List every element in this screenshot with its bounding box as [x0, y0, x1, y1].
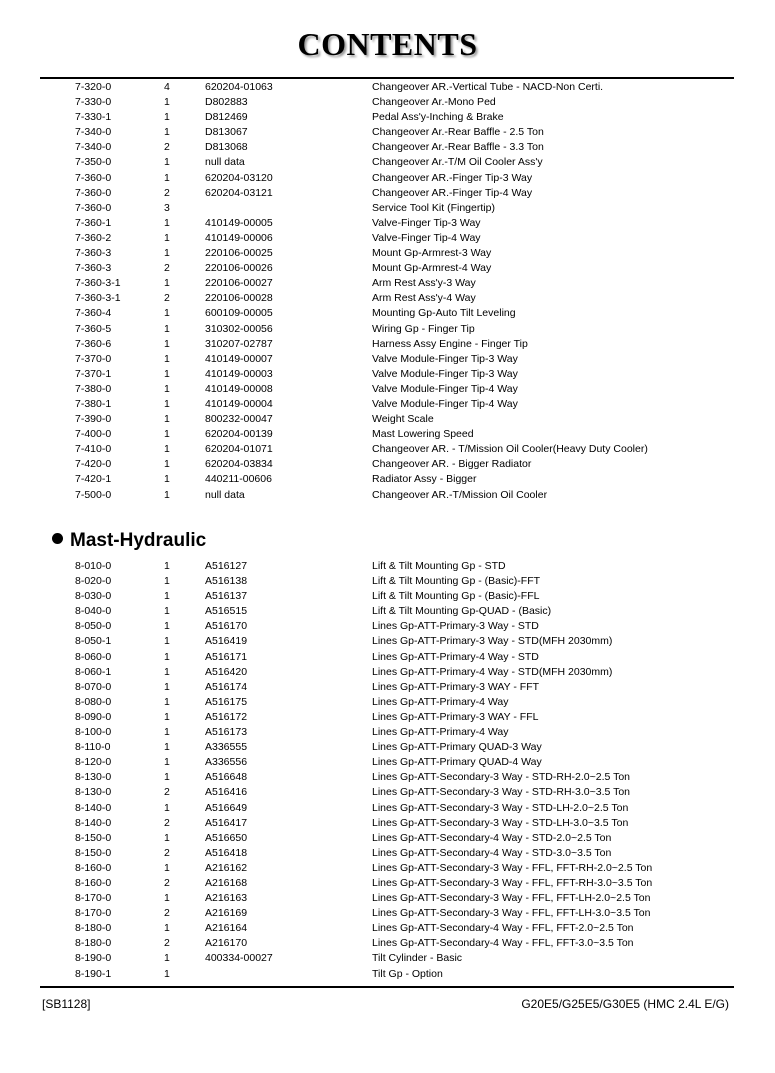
item-number: 7-400-0 — [75, 428, 112, 441]
item-description: Lines Gp-ATT-Secondary-3 Way - FFL, FFT-RH-2.0~2.5 Ton — [372, 861, 653, 874]
table-row — [0, 442, 775, 457]
item-qty: 1 — [164, 337, 170, 350]
item-qty: 1 — [164, 620, 170, 633]
item-description: Lines Gp-ATT-Primary-4 Way - STD — [372, 650, 539, 663]
part-number: 620204-01071 — [205, 443, 273, 456]
table-row — [0, 785, 775, 800]
part-number: A516648 — [205, 771, 248, 784]
item-number: 8-050-1 — [75, 635, 112, 648]
part-number: 220106-00028 — [205, 292, 273, 305]
item-number: 8-050-0 — [75, 620, 112, 633]
table-row — [0, 770, 775, 785]
item-description: Mast Lowering Speed — [372, 428, 474, 441]
part-number: A516420 — [205, 665, 248, 678]
item-number: 8-170-0 — [75, 892, 112, 905]
item-number: 8-180-0 — [75, 922, 112, 935]
item-number: 8-140-0 — [75, 801, 112, 814]
item-qty: 3 — [164, 201, 170, 214]
item-qty: 2 — [164, 907, 170, 920]
table-row — [0, 352, 775, 367]
table-row — [0, 155, 775, 170]
section-heading — [52, 529, 206, 553]
table-row — [0, 710, 775, 725]
item-number: 8-100-0 — [75, 726, 112, 739]
item-number: 8-010-0 — [75, 560, 112, 572]
item-number: 7-390-0 — [75, 413, 112, 426]
item-description: Changeover AR. - Bigger Radiator — [372, 458, 532, 471]
item-number: 7-320-0 — [75, 81, 112, 93]
item-number: 8-090-0 — [75, 710, 112, 723]
item-description: Lines Gp-ATT-Secondary-3 Way - FFL, FFT-LH-2.0~2.5 Ton — [372, 892, 651, 905]
part-number: 620204-03121 — [205, 186, 273, 199]
table-row — [0, 755, 775, 770]
part-number: A516417 — [205, 816, 248, 829]
item-number: 8-160-0 — [75, 861, 112, 874]
item-number: 8-130-0 — [75, 771, 112, 784]
item-qty: 1 — [164, 680, 170, 693]
item-description: Lines Gp-ATT-Secondary-3 Way - FFL, FFT-LH-3.0~3.5 Ton — [372, 907, 651, 920]
item-qty: 1 — [164, 922, 170, 935]
item-qty: 2 — [164, 816, 170, 829]
item-description: Mount Gp-Armrest-4 Way — [372, 262, 492, 275]
item-description: Lift & Tilt Mounting Gp-QUAD - (Basic) — [372, 605, 552, 618]
item-number: 7-370-1 — [75, 367, 112, 380]
item-description: Changeover AR.-Vertical Tube - NACD-Non Certi. — [372, 81, 604, 93]
part-number: A516137 — [205, 590, 248, 603]
item-number: 7-380-0 — [75, 382, 112, 395]
item-description: Pedal Ass'y-Inching & Brake — [372, 111, 504, 124]
item-description: Tilt Cylinder - Basic — [372, 952, 463, 965]
item-number: 7-360-3-1 — [75, 277, 121, 290]
table-row — [0, 619, 775, 634]
item-qty: 1 — [164, 741, 170, 754]
table-row — [0, 831, 775, 846]
table-row — [0, 140, 775, 155]
table-row — [0, 95, 775, 110]
item-qty: 1 — [164, 96, 170, 109]
part-number: A516170 — [205, 620, 248, 633]
table-row — [0, 412, 775, 427]
item-qty: 2 — [164, 937, 170, 950]
table-row — [0, 397, 775, 412]
table-row — [0, 80, 775, 95]
item-description: Changeover AR. - T/Mission Oil Cooler(Heavy Duty Cooler) — [372, 443, 648, 456]
item-description: Lines Gp-ATT-Secondary-3 Way - STD-LH-3.0~3.5 Ton — [372, 816, 629, 829]
table-row — [0, 261, 775, 276]
part-number: 620204-03834 — [205, 458, 273, 471]
item-description: Valve Module-Finger Tip-4 Way — [372, 397, 518, 410]
item-description: Lines Gp-ATT-Secondary-4 Way - FFL, FFT-2.0~2.5 Ton — [372, 922, 634, 935]
item-number: 8-110-0 — [75, 741, 111, 754]
part-number: 620204-00139 — [205, 428, 273, 441]
item-description: Lines Gp-ATT-Primary-3 Way - STD — [372, 620, 539, 633]
table-row — [0, 951, 775, 966]
item-qty: 1 — [164, 413, 170, 426]
item-qty: 1 — [164, 756, 170, 769]
item-description: Lines Gp-ATT-Primary QUAD-4 Way — [372, 756, 542, 769]
table-row — [0, 457, 775, 472]
item-qty: 1 — [164, 367, 170, 380]
part-number: A516172 — [205, 710, 248, 723]
part-number: A516175 — [205, 695, 248, 708]
part-number: A216169 — [205, 907, 248, 920]
item-description: Mount Gp-Armrest-3 Way — [372, 247, 492, 260]
part-number: 410149-00005 — [205, 216, 273, 229]
item-description: Lines Gp-ATT-Secondary-3 Way - STD-RH-3.0~3.5 Ton — [372, 786, 631, 799]
item-qty: 1 — [164, 397, 170, 410]
item-number: 8-150-0 — [75, 846, 112, 859]
part-number: 410149-00004 — [205, 397, 273, 410]
item-number: 7-360-3 — [75, 247, 112, 260]
parts-table-group1 — [0, 80, 775, 503]
top-rule — [40, 77, 734, 79]
table-row — [0, 472, 775, 487]
item-qty: 1 — [164, 967, 170, 980]
part-number: A516174 — [205, 680, 248, 693]
item-description: Lift & Tilt Mounting Gp - STD — [372, 560, 506, 572]
item-description: Lines Gp-ATT-Secondary-4 Way - STD-3.0~3.5 Ton — [372, 846, 612, 859]
part-number: 410149-00007 — [205, 352, 273, 365]
table-row — [0, 650, 775, 665]
part-number: A216168 — [205, 876, 248, 889]
footer-code: [SB1128] — [42, 997, 91, 1011]
table-row — [0, 110, 775, 125]
item-number: 8-020-0 — [75, 575, 112, 588]
item-description: Weight Scale — [372, 413, 434, 426]
item-description: Lines Gp-ATT-Primary-3 Way - STD(MFH 2030mm) — [372, 635, 613, 648]
table-row — [0, 680, 775, 695]
item-qty: 1 — [164, 171, 170, 184]
item-qty: 1 — [164, 382, 170, 395]
table-row — [0, 921, 775, 936]
item-description: Arm Rest Ass'y-3 Way — [372, 277, 476, 290]
item-description: Arm Rest Ass'y-4 Way — [372, 292, 476, 305]
item-qty: 1 — [164, 473, 170, 486]
part-number: 600109-00005 — [205, 307, 273, 320]
part-number: 310207-02787 — [205, 337, 273, 350]
part-number: null data — [205, 156, 245, 169]
item-qty: 4 — [164, 81, 170, 93]
item-number: 7-360-0 — [75, 201, 112, 214]
item-description: Lines Gp-ATT-Secondary-4 Way - FFL, FFT-3.0~3.5 Ton — [372, 937, 634, 950]
part-number: A336555 — [205, 741, 248, 754]
part-number: A516173 — [205, 726, 248, 739]
item-description: Lines Gp-ATT-Primary-4 Way — [372, 695, 509, 708]
item-qty: 1 — [164, 695, 170, 708]
item-qty: 2 — [164, 186, 170, 199]
item-qty: 1 — [164, 156, 170, 169]
item-description: Changeover Ar.-Rear Baffle - 3.3 Ton — [372, 141, 544, 154]
item-number: 7-370-0 — [75, 352, 112, 365]
item-qty: 2 — [164, 262, 170, 275]
part-number: 410149-00003 — [205, 367, 273, 380]
item-qty: 1 — [164, 892, 170, 905]
part-number: null data — [205, 488, 245, 501]
table-row — [0, 276, 775, 291]
item-qty: 1 — [164, 650, 170, 663]
item-description: Lines Gp-ATT-Secondary-3 Way - FFL, FFT-RH-3.0~3.5 Ton — [372, 876, 653, 889]
item-qty: 1 — [164, 428, 170, 441]
item-qty: 1 — [164, 771, 170, 784]
part-number: 800232-00047 — [205, 413, 273, 426]
item-description: Valve-Finger Tip-3 Way — [372, 216, 481, 229]
item-qty: 1 — [164, 801, 170, 814]
item-description: Lines Gp-ATT-Secondary-4 Way - STD-2.0~2.5 Ton — [372, 831, 612, 844]
item-description: Harness Assy Engine - Finger Tip — [372, 337, 528, 350]
table-row — [0, 488, 775, 503]
item-number: 8-060-0 — [75, 650, 112, 663]
footer-model: G20E5/G25E5/G30E5 (HMC 2.4L E/G) — [521, 997, 729, 1011]
part-number: A336556 — [205, 756, 248, 769]
item-number: 8-160-0 — [75, 876, 112, 889]
item-qty: 1 — [164, 247, 170, 260]
item-qty: 1 — [164, 635, 170, 648]
table-row — [0, 216, 775, 231]
item-qty: 1 — [164, 488, 170, 501]
item-number: 7-360-5 — [75, 322, 112, 335]
part-number: 310302-00056 — [205, 322, 273, 335]
table-row — [0, 382, 775, 397]
item-description: Changeover Ar.-Mono Ped — [372, 96, 496, 109]
part-number: 400334-00027 — [205, 952, 273, 965]
part-number: 220106-00027 — [205, 277, 273, 290]
page-title: CONTENTS — [297, 26, 478, 62]
part-number: A516138 — [205, 575, 248, 588]
table-row — [0, 322, 775, 337]
part-number: D813067 — [205, 126, 248, 139]
item-description: Radiator Assy - Bigger — [372, 473, 477, 486]
item-number: 8-190-0 — [75, 952, 112, 965]
item-number: 7-420-1 — [75, 473, 112, 486]
item-description: Lines Gp-ATT-Secondary-3 Way - STD-LH-2.0~2.5 Ton — [372, 801, 629, 814]
part-number: D813068 — [205, 141, 248, 154]
item-number: 8-030-0 — [75, 590, 112, 603]
item-qty: 1 — [164, 307, 170, 320]
item-number: 7-380-1 — [75, 397, 112, 410]
table-row — [0, 367, 775, 382]
item-qty: 1 — [164, 322, 170, 335]
item-description: Changeover Ar.-T/M Oil Cooler Ass'y — [372, 156, 543, 169]
table-row — [0, 936, 775, 951]
part-number: A516127 — [205, 560, 248, 572]
table-row — [0, 306, 775, 321]
item-qty: 1 — [164, 352, 170, 365]
item-qty: 1 — [164, 277, 170, 290]
item-description: Lines Gp-ATT-Primary-3 WAY - FFL — [372, 710, 539, 723]
item-description: Valve Module-Finger Tip-3 Way — [372, 367, 518, 380]
item-description: Lift & Tilt Mounting Gp - (Basic)-FFL — [372, 590, 540, 603]
part-number: D802883 — [205, 96, 248, 109]
part-number: A516418 — [205, 846, 248, 859]
part-number: 220106-00026 — [205, 262, 273, 275]
item-description: Tilt Gp - Option — [372, 967, 443, 980]
part-number: A516419 — [205, 635, 248, 648]
item-number: 7-340-0 — [75, 126, 112, 139]
table-row — [0, 246, 775, 261]
item-description: Changeover AR.-Finger Tip-3 Way — [372, 171, 533, 184]
table-row — [0, 125, 775, 140]
table-row — [0, 695, 775, 710]
table-row — [0, 967, 775, 982]
item-number: 8-140-0 — [75, 816, 112, 829]
item-number: 8-120-0 — [75, 756, 112, 769]
part-number: A516649 — [205, 801, 248, 814]
item-number: 8-060-1 — [75, 665, 112, 678]
item-number: 7-360-1 — [75, 216, 112, 229]
part-number: A216164 — [205, 922, 248, 935]
table-row — [0, 740, 775, 755]
item-number: 7-360-0 — [75, 171, 112, 184]
part-number: A516171 — [205, 650, 248, 663]
item-description: Lines Gp-ATT-Primary-4 Way - STD(MFH 2030mm) — [372, 665, 613, 678]
table-row — [0, 291, 775, 306]
section-title: Mast-Hydraulic — [70, 530, 207, 551]
part-number: 410149-00006 — [205, 231, 273, 244]
table-row — [0, 427, 775, 442]
item-number: 8-190-1 — [75, 967, 112, 980]
part-number: A516650 — [205, 831, 248, 844]
item-number: 8-180-0 — [75, 937, 112, 950]
table-row — [0, 861, 775, 876]
item-description: Lines Gp-ATT-Secondary-3 Way - STD-RH-2.0~2.5 Ton — [372, 771, 631, 784]
item-number: 7-360-0 — [75, 186, 112, 199]
item-description: Changeover Ar.-Rear Baffle - 2.5 Ton — [372, 126, 544, 139]
item-description: Valve Module-Finger Tip-3 Way — [372, 352, 518, 365]
part-number: 620204-03120 — [205, 171, 273, 184]
table-row — [0, 201, 775, 216]
item-qty: 1 — [164, 590, 170, 603]
table-row — [0, 876, 775, 891]
table-row — [0, 186, 775, 201]
item-number: 7-330-0 — [75, 96, 112, 109]
part-number: D812469 — [205, 111, 248, 124]
part-number: 620204-01063 — [205, 81, 273, 93]
item-qty: 1 — [164, 216, 170, 229]
item-number: 8-070-0 — [75, 680, 112, 693]
item-qty: 2 — [164, 846, 170, 859]
item-description: Wiring Gp - Finger Tip — [372, 322, 475, 335]
item-number: 7-340-0 — [75, 141, 112, 154]
item-description: Lift & Tilt Mounting Gp - (Basic)-FFT — [372, 575, 541, 588]
table-row — [0, 574, 775, 589]
part-number: A216163 — [205, 892, 248, 905]
item-qty: 1 — [164, 605, 170, 618]
part-number: A516515 — [205, 605, 248, 618]
item-description: Service Tool Kit (Fingertip) — [372, 201, 495, 214]
item-qty: 1 — [164, 831, 170, 844]
item-qty: 1 — [164, 710, 170, 723]
table-row — [0, 891, 775, 906]
item-qty: 2 — [164, 141, 170, 154]
item-number: 8-080-0 — [75, 695, 112, 708]
item-number: 7-360-4 — [75, 307, 112, 320]
part-number: 220106-00025 — [205, 247, 273, 260]
table-row — [0, 337, 775, 352]
parts-table-group2 — [0, 559, 775, 982]
item-description: Lines Gp-ATT-Primary-4 Way — [372, 726, 509, 739]
item-number: 7-360-2 — [75, 231, 112, 244]
table-row — [0, 816, 775, 831]
table-row — [0, 801, 775, 816]
item-qty: 1 — [164, 443, 170, 456]
item-qty: 1 — [164, 575, 170, 588]
part-number: 440211-00606 — [205, 473, 272, 486]
item-number: 7-330-1 — [75, 111, 112, 124]
item-number: 8-130-0 — [75, 786, 112, 799]
item-description: Lines Gp-ATT-Primary-3 WAY - FFT — [372, 680, 540, 693]
item-qty: 1 — [164, 560, 170, 572]
item-number: 7-360-3-1 — [75, 292, 121, 305]
table-row — [0, 231, 775, 246]
item-number: 7-350-0 — [75, 156, 112, 169]
item-qty: 1 — [164, 726, 170, 739]
table-row — [0, 725, 775, 740]
part-number: 410149-00008 — [205, 382, 273, 395]
item-description: Changeover AR.-T/Mission Oil Cooler — [372, 488, 548, 501]
table-row — [0, 665, 775, 680]
item-number: 7-360-6 — [75, 337, 112, 350]
item-qty: 1 — [164, 952, 170, 965]
item-qty: 1 — [164, 665, 170, 678]
item-description: Lines Gp-ATT-Primary QUAD-3 Way — [372, 741, 542, 754]
item-number: 7-500-0 — [75, 488, 112, 501]
bullet-icon — [52, 533, 63, 544]
part-number: A216162 — [205, 861, 248, 874]
item-qty: 1 — [164, 458, 170, 471]
item-description: Mounting Gp-Auto Tilt Leveling — [372, 307, 516, 320]
item-description: Valve-Finger Tip-4 Way — [372, 231, 481, 244]
item-description: Valve Module-Finger Tip-4 Way — [372, 382, 518, 395]
item-qty: 2 — [164, 292, 170, 305]
part-number: A516416 — [205, 786, 248, 799]
item-number: 8-150-0 — [75, 831, 112, 844]
table-row — [0, 604, 775, 619]
item-number: 7-410-0 — [75, 443, 112, 456]
item-qty: 1 — [164, 111, 170, 124]
item-qty: 1 — [164, 126, 170, 139]
table-row — [0, 634, 775, 649]
table-row — [0, 171, 775, 186]
item-qty: 2 — [164, 876, 170, 889]
item-qty: 2 — [164, 786, 170, 799]
item-number: 7-420-0 — [75, 458, 112, 471]
item-qty: 1 — [164, 231, 170, 244]
table-row — [0, 589, 775, 604]
part-number: A216170 — [205, 937, 248, 950]
item-number: 8-040-0 — [75, 605, 112, 618]
table-row — [0, 559, 775, 574]
item-number: 7-360-3 — [75, 262, 112, 275]
item-qty: 1 — [164, 861, 170, 874]
item-description: Changeover AR.-Finger Tip-4 Way — [372, 186, 533, 199]
table-row — [0, 846, 775, 861]
table-row — [0, 906, 775, 921]
item-number: 8-170-0 — [75, 907, 112, 920]
bottom-rule — [40, 986, 734, 988]
